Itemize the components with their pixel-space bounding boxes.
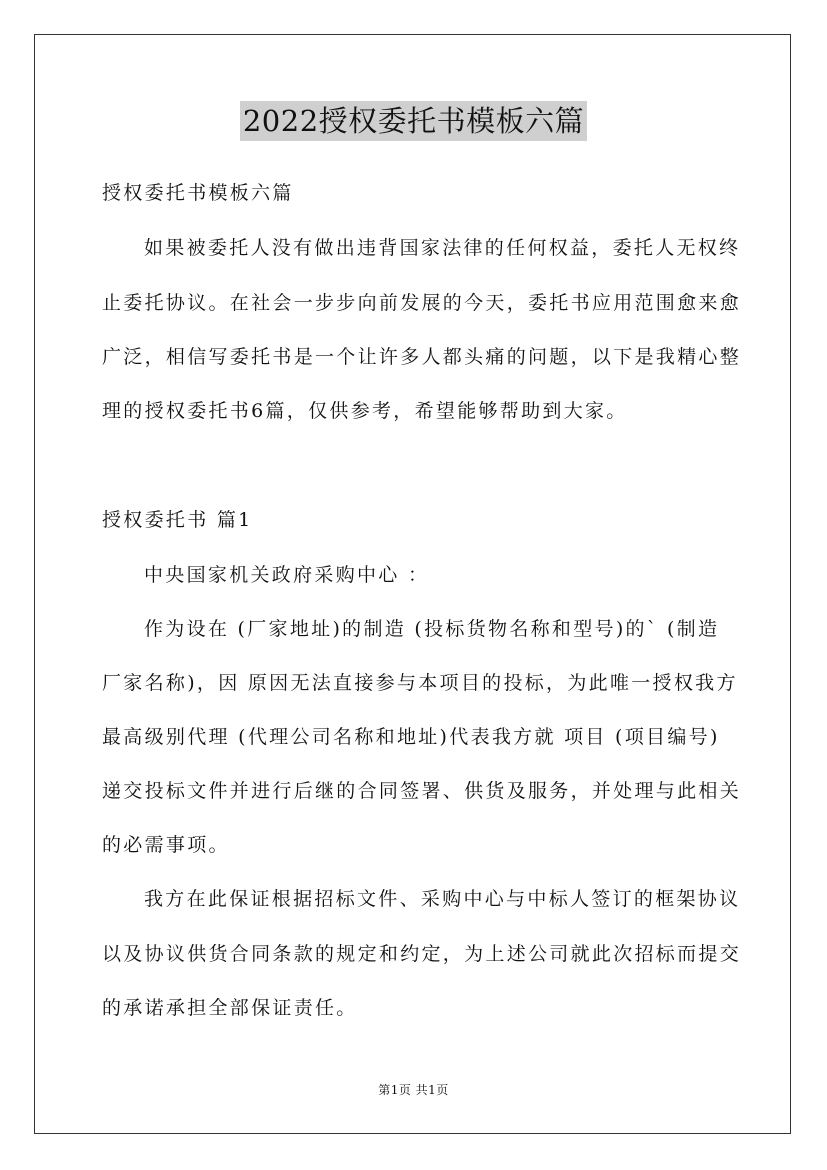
paragraph-line: 作为设在 (厂家地址)的制造 (投标货物名称和型号)的` (制造 [144,618,720,640]
intro-line: 止委托协议。在社会一步步向前发展的今天，委托书应用范围愈来愈 [102,292,742,314]
section-heading: 授权委托书 篇1 [102,509,253,531]
addressee: 中央国家机关政府采购中心 ： [144,564,430,586]
title-container [0,101,827,141]
paragraph-line: 的必需事项。 [102,834,230,856]
paragraph-line: 以及协议供货合同条款的规定和约定，为上述公司就此次招标而提交 [102,943,742,965]
paragraph-line: 递交投标文件并进行后继的合同签署、供货及服务，并处理与此相关 [102,780,742,802]
page-footer: 第1页 共1页 [378,1083,449,1097]
subtitle: 授权委托书模板六篇 [102,182,294,204]
paragraph-line: 我方在此保证根据招标文件、采购中心与中标人签订的框架协议 [144,888,741,910]
intro-line: 广泛，相信写委托书是一个让许多人都头痛的问题，以下是我精心整 [102,346,742,368]
intro-line: 如果被委托人没有做出违背国家法律的任何权益，委托人无权终 [144,237,741,259]
intro-line: 理的授权委托书6篇，仅供参考，希望能够帮助到大家。 [102,400,628,422]
paragraph-line: 的承诺承担全部保证责任。 [102,997,358,1019]
paragraph-line: 厂家名称)，因 原因无法直接参与本项目的投标，为此唯一授权我方 [102,672,738,694]
paragraph-line: 最高级别代理 (代理公司名称和地址)代表我方就 项目 (项目编号) [102,726,720,748]
document-title: 2022授权委托书模板六篇 [240,101,587,141]
